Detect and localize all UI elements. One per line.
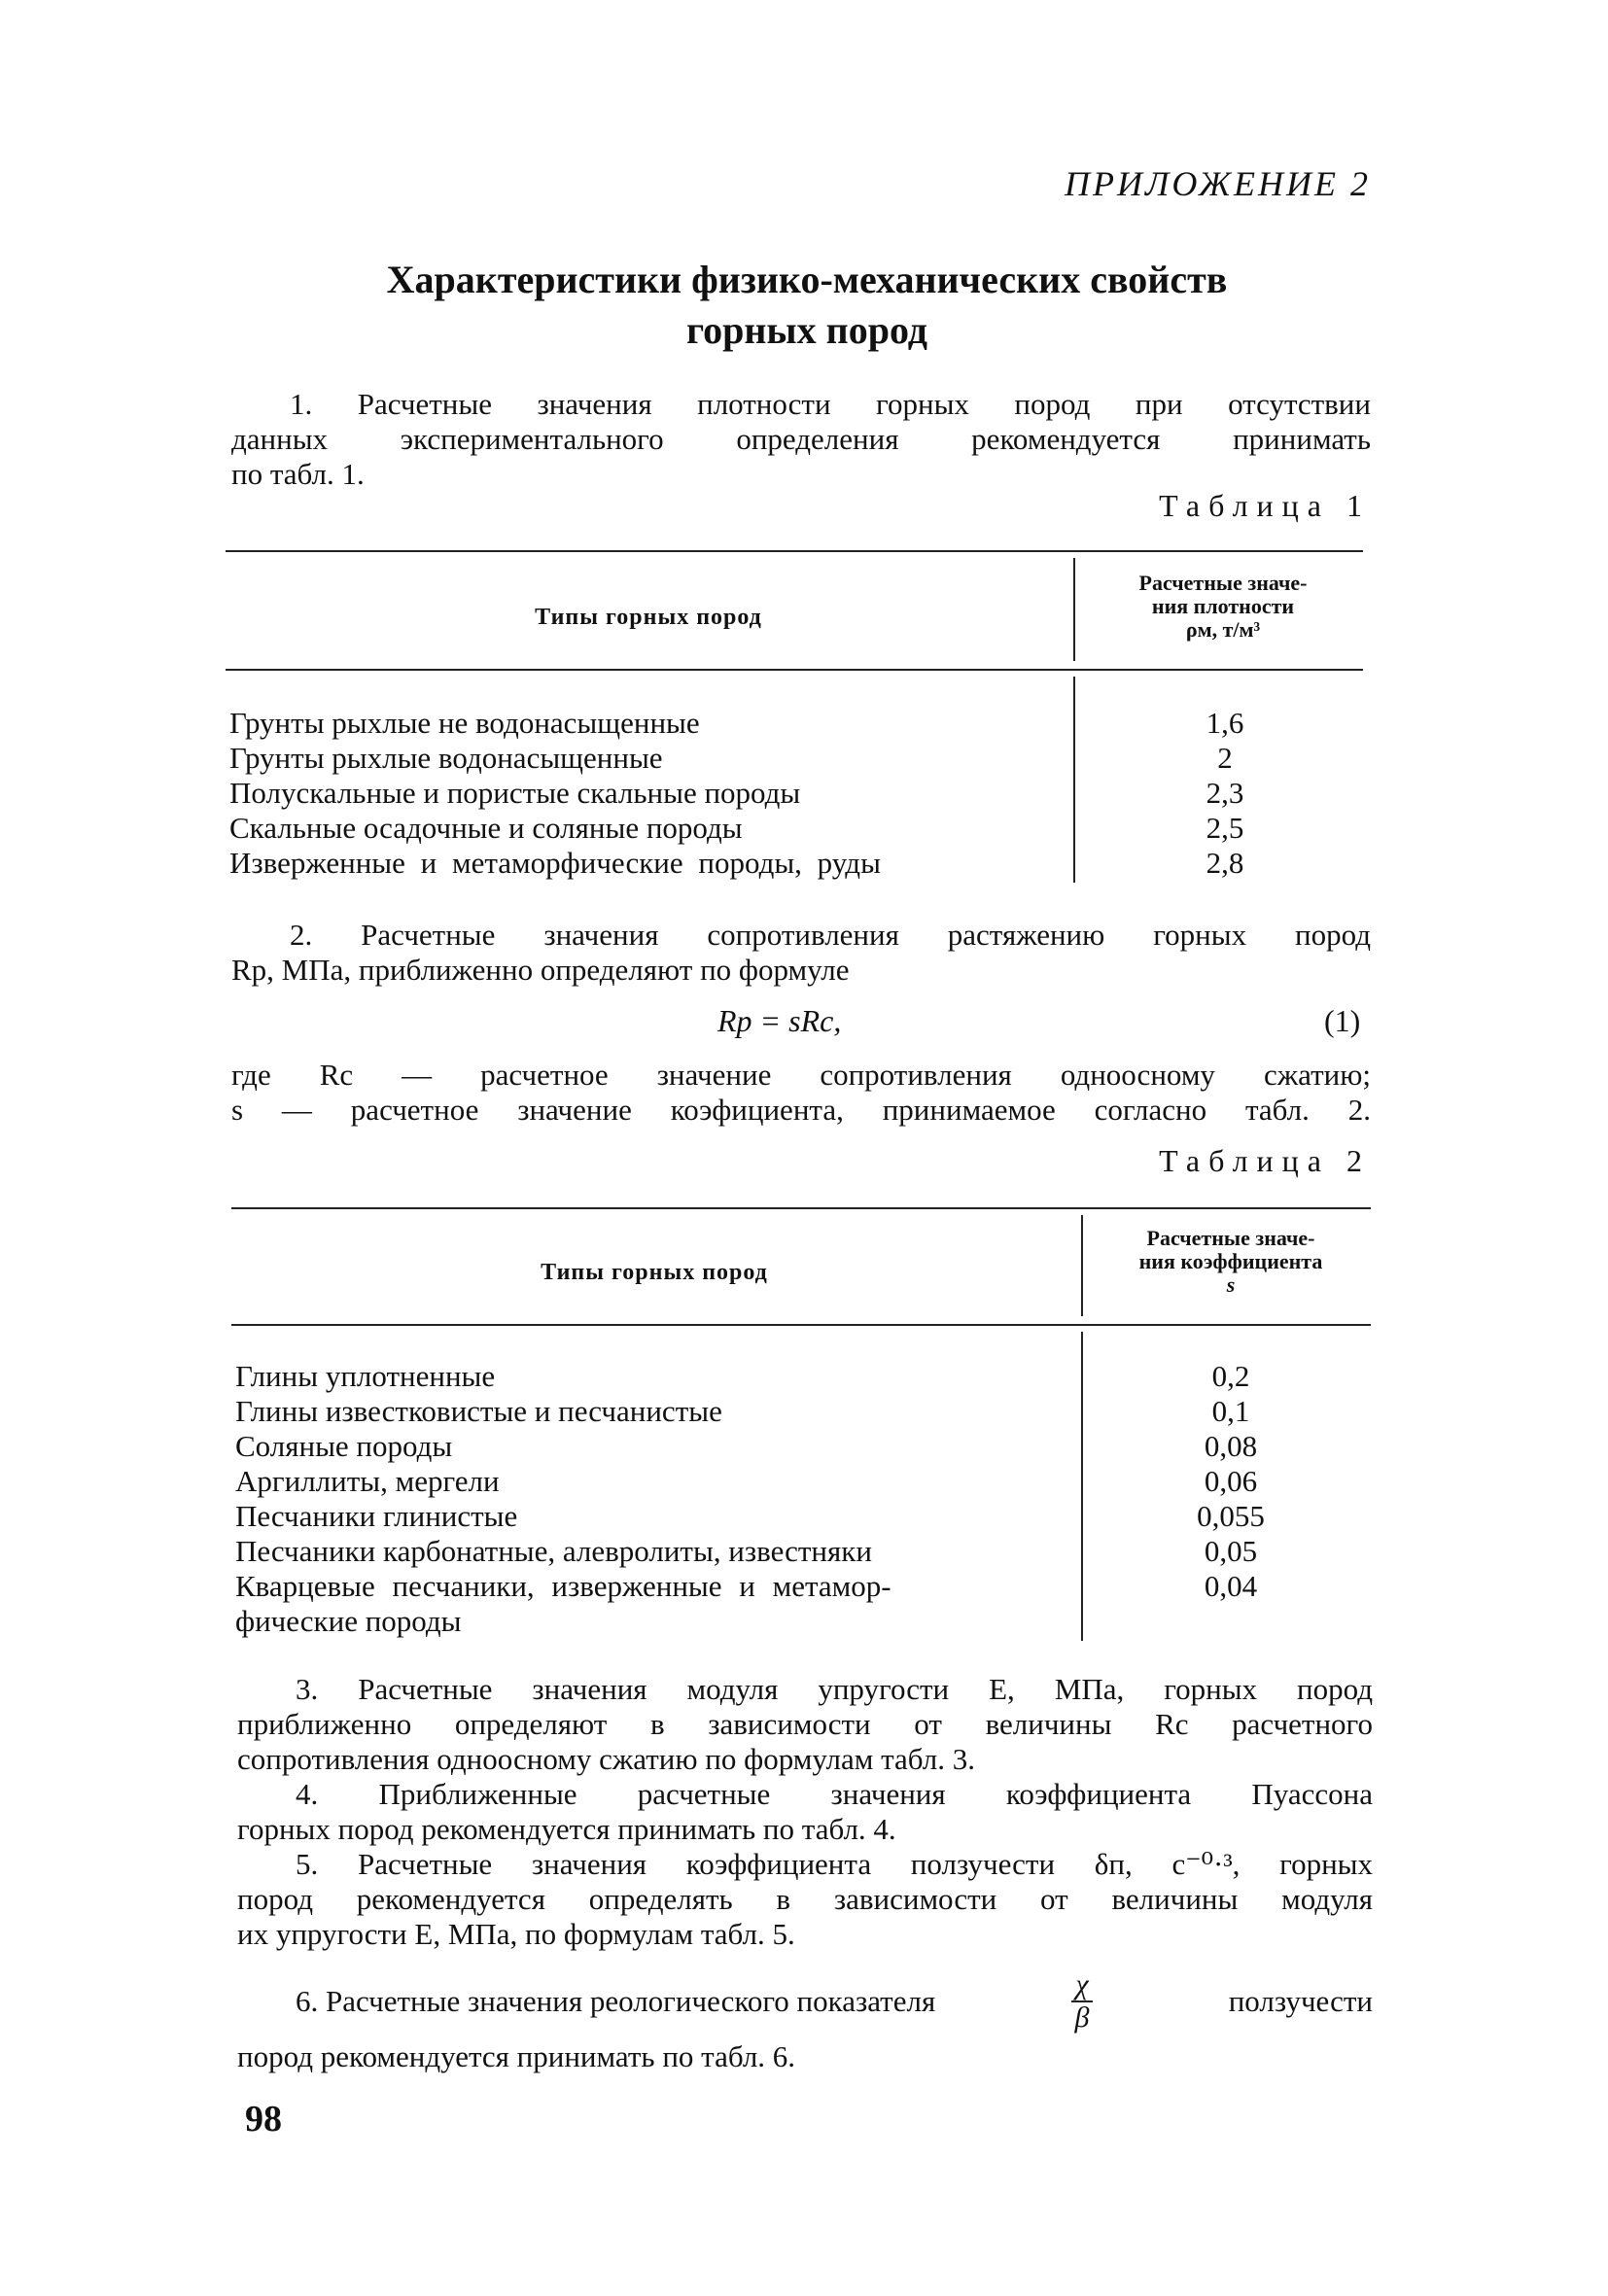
table-2-row-3-name: Соляные породы: [235, 1429, 453, 1463]
paragraph-4-line-1: 4. Приближенные расчетные значения коэффициента Пуассона: [296, 1777, 1373, 1811]
table-1-row-3-name: Полускальные и пористые скальные породы: [229, 776, 801, 810]
paragraph-5-line-1: 5. Расчетные значения коэффициента ползучести δп, c⁻⁰·³, горных: [296, 1847, 1373, 1881]
table-2-body-divider: [1081, 1332, 1083, 1641]
paragraph-2-line-4: s — расчетное значение коэфициента, принимаемое согласно табл. 2.: [231, 1093, 1371, 1127]
paragraph-2-cont: [231, 1058, 1371, 1128]
table-2-row-1-name: Глины уплотненные: [235, 1359, 496, 1393]
table-2-row-7-value: 0,04: [1204, 1569, 1258, 1603]
formula-1: Rр = sRс,: [717, 1003, 842, 1038]
page-number: 98: [245, 2099, 282, 2139]
table-2-row-4-name: Аргиллиты, мергели: [235, 1464, 500, 1498]
table-1-row-4-name: Скальные осадочные и соляные породы: [229, 811, 743, 845]
paragraph-3-line-2: приближенно определяют в зависимости от величины Rс расчетного: [237, 1707, 1373, 1741]
table-1-body-divider: [1073, 677, 1075, 883]
paragraph-1-line-3: по табл. 1.: [231, 457, 365, 491]
paragraphs-3-5: [237, 1672, 1373, 1952]
table-2-top-rule: [231, 1207, 1371, 1209]
title-line-2: горных пород: [685, 308, 928, 352]
table-2-row-6-value: 0,05: [1204, 1534, 1258, 1568]
paragraph-6-line-1: [237, 1969, 1373, 2034]
table-1-row-1-name: Грунты рыхлые не водонасыщенные: [229, 706, 700, 740]
table-2-row-5-value: 0,055: [1197, 1499, 1265, 1533]
table-2-row-3-value: 0,08: [1204, 1429, 1258, 1463]
paragraph-6-line-2: пород рекомендуется принимать по табл. 6.: [237, 2039, 796, 2073]
table-2-body: [235, 1359, 1071, 1639]
table-2-header-right-line-2: ния коэффициента: [1138, 1249, 1323, 1273]
equation-number-1: (1): [1324, 1003, 1361, 1038]
table-2-row-4-value: 0,06: [1204, 1464, 1258, 1498]
table-2-header-divider: [1081, 1215, 1083, 1316]
table-2-row-1-value: 0,2: [1211, 1359, 1250, 1393]
paragraph-6-text-before: 6. Расчетные значения реологического показателя: [296, 1984, 936, 2018]
paragraph-3-line-3: сопротивления одноосному сжатию по формулам табл. 3.: [237, 1742, 975, 1776]
table-1-values: [1147, 706, 1303, 881]
paragraph-1-line-2: данных экспериментального определения рекомендуется принимать: [231, 422, 1371, 456]
table-2-row-8-name: фические породы: [235, 1604, 462, 1638]
table-1-row-1-value: 1,6: [1206, 706, 1244, 740]
table-2-row-5-name: Песчаники глинистые: [235, 1499, 518, 1533]
table-2-header-left: Типы горных пород: [541, 1260, 768, 1285]
table-1-header-right: [1077, 572, 1369, 642]
paragraph-4-line-2: горных пород рекомендуется принимать по табл. 4.: [237, 1812, 896, 1846]
fraction-chi-beta: [1071, 1969, 1092, 2034]
paragraph-1-line-1: 1. Расчетные значения плотности горных пород при отсутствии: [290, 387, 1371, 421]
table-2-row-2-name: Глины известковистые и песчанистые: [235, 1394, 722, 1428]
table-1-row-5-name: Изверженные и метаморфические породы, руды: [229, 846, 881, 880]
table-1-header-left: Типы горных пород: [535, 605, 762, 630]
table-1-row-2-value: 2: [1217, 741, 1233, 775]
table-1-row-3-value: 2,3: [1206, 776, 1244, 810]
table-2-row-7-name: Кварцевые песчаники, изверженные и метамор-: [235, 1569, 891, 1603]
table-2-header-right: [1085, 1227, 1377, 1297]
table-2-header-right-line-3: s: [1226, 1272, 1236, 1297]
appendix-label: ПРИЛОЖЕНИЕ 2: [1065, 164, 1371, 203]
paragraph-5-line-2: пород рекомендуется определять в зависимости от величины модуля: [237, 1882, 1373, 1916]
table-2-row-2-value: 0,1: [1211, 1394, 1250, 1428]
table-1-body: [229, 706, 1066, 881]
fraction-numerator: χ: [1071, 1969, 1092, 2002]
table-1-header-right-line-2: ния плотности: [1151, 594, 1295, 618]
table-1-header-right-line-1: Расчетные значе-: [1138, 571, 1308, 595]
title-line-1: Характеристики физико-механических свойств: [386, 258, 1228, 301]
table-2-values: [1153, 1359, 1309, 1604]
paragraph-2-line-1: 2. Расчетные значения сопротивления растяжению горных пород: [290, 918, 1371, 952]
table-1-header-rule: [226, 669, 1363, 671]
paragraph-5-line-3: их упругости E, МПа, по формулам табл. 5.: [237, 1917, 795, 1951]
paragraph-1: [231, 387, 1371, 492]
table-1-top-rule: [226, 550, 1363, 552]
table-2-row-6-name: Песчаники карбонатные, алевролиты, известняки: [235, 1534, 872, 1568]
table-1-header-right-line-3: ρм, т/м³: [1185, 617, 1261, 642]
table-1-label: Таблица 1: [1159, 488, 1371, 523]
table-1-row-4-value: 2,5: [1206, 811, 1244, 845]
paragraph-2-line-3: где Rс — расчетное значение сопротивления одноосному сжатию;: [231, 1058, 1371, 1092]
fraction-denominator: β: [1074, 2001, 1090, 2034]
paragraph-6-text-after: ползучести: [1228, 1984, 1373, 2018]
table-1-row-5-value: 2,8: [1206, 846, 1244, 880]
table-2-header-right-line-1: Расчетные значе-: [1146, 1226, 1315, 1250]
paragraph-2: [231, 918, 1371, 988]
table-2-header-rule: [231, 1324, 1371, 1326]
paragraph-2-line-2: Rр, МПа, приближенно определяют по формуле: [231, 953, 850, 987]
table-1-row-2-name: Грунты рыхлые водонасыщенные: [229, 741, 663, 775]
page-title: [233, 255, 1381, 356]
table-2-label: Таблица 2: [1159, 1143, 1371, 1178]
table-1-header-divider: [1073, 558, 1075, 661]
paragraph-3-line-1: 3. Расчетные значения модуля упругости E, МПа, горных пород: [296, 1672, 1373, 1706]
